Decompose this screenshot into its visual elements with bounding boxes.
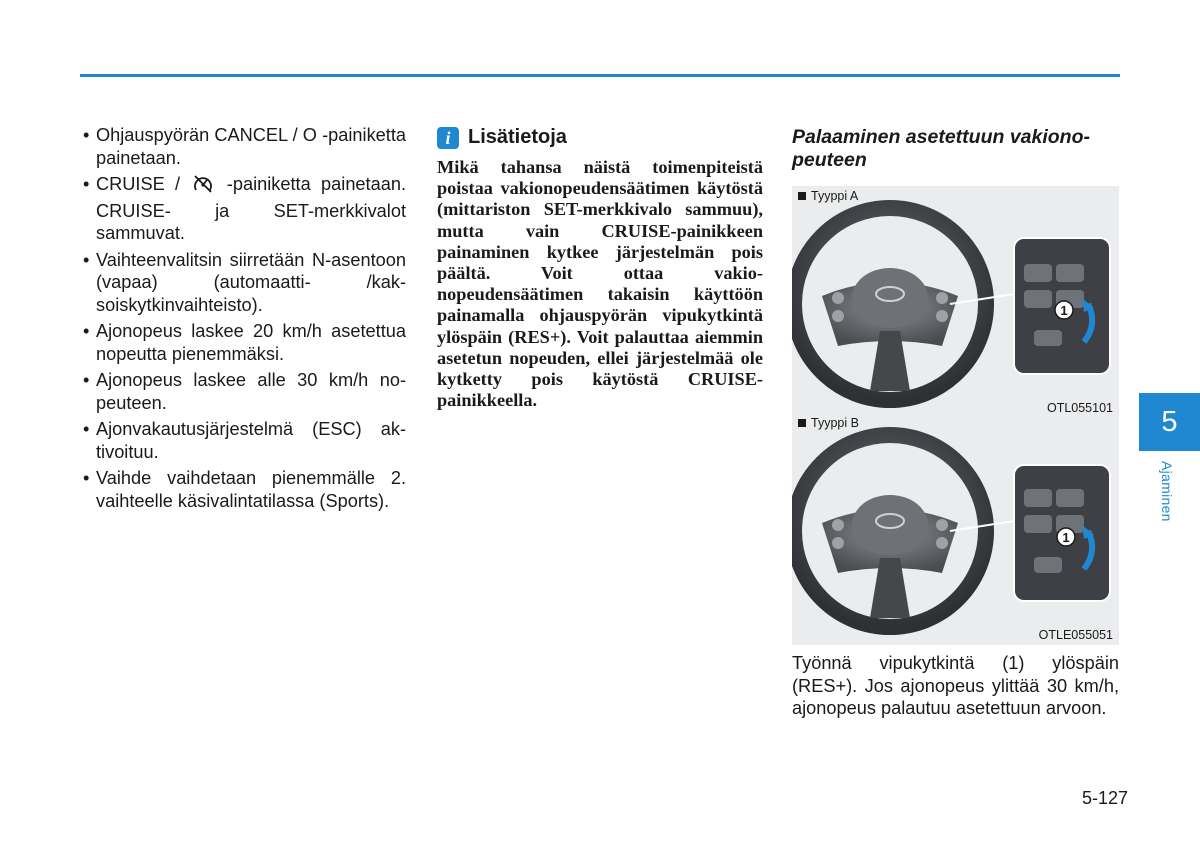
- right-column: [792, 126, 1119, 172]
- chapter-number-tab: 5: [1139, 393, 1200, 451]
- condition-list: [80, 124, 406, 512]
- page-number: 5-127: [1082, 788, 1129, 808]
- left-column: [80, 124, 406, 516]
- figure-type-a: [792, 186, 1119, 418]
- list-item: • CRUISE / -painiketta painetaan. CRUISE- ja SET-merkkivalot sammuvat.: [80, 173, 406, 245]
- chapter-name: Ajaminen: [1159, 461, 1175, 522]
- section-title: Palaaminen asetettuun vakionopeuteen: [792, 126, 1091, 171]
- svg-text:1: 1: [1060, 303, 1068, 318]
- figure-code: OTL055101: [1046, 401, 1113, 415]
- steering-wheel-illustration: [792, 413, 1119, 645]
- header-rule: [80, 74, 1120, 77]
- figure-label: Tyyppi B: [798, 416, 863, 430]
- info-header: [437, 126, 763, 149]
- list-item: • Ajonopeus laskee alle 30 km/h nopeuteen.: [80, 369, 406, 414]
- figure-label: Tyyppi A: [798, 189, 862, 203]
- info-icon: i: [437, 127, 459, 149]
- list-item: • Ohjauspyörän CANCEL / O -painiketta painetaan.: [80, 124, 406, 169]
- list-item: • Vaihteenvalitsin siirretään N-asentoon (vapaa) (automaatti- /kaksoiskytkinvaihteisto).: [80, 249, 406, 317]
- info-title: Lisätietoja: [468, 126, 567, 148]
- figure-code: OTLE055051: [1038, 628, 1113, 642]
- cruise-control-icon: [192, 174, 214, 200]
- list-item: • Ajonopeus laskee 20 km/h asetettua nopeutta pienemmäksi.: [80, 320, 406, 365]
- steering-wheel-illustration: [792, 186, 1119, 418]
- list-item: • Vaihde vaihdetaan pienemmälle 2. vaihteelle käsivalintatilassa (Sports).: [80, 467, 406, 512]
- list-item: • Ajonvakautusjärjestelmä (ESC) aktivoituu.: [80, 418, 406, 463]
- info-box: [437, 126, 763, 411]
- figure-type-b: [792, 413, 1119, 645]
- svg-text:1: 1: [1062, 530, 1070, 545]
- instruction-paragraph: Työnnä vipukytkintä (1) ylöspäin (RES+). Jos ajonopeus ylittää 30 km/h, ajonopeus palautuu asetettuun arvoon.: [792, 653, 1119, 718]
- info-body: Mikä tahansa näistä toimenpiteistä poistaa vakionopeudensäätimen käytöstä (mittariston SET-merkkivalo sammuu), mutta vain CRUISE-painikkeen painaminen kytkee järjestelmän pois päältä. Voit ottaa vakionopeudensäätimen takaisin käyttöön painamalla ohjauspyörän vipukytkintä ylöspäin (RES+). Voit palauttaa aiemmin asetetun nopeuden, ellei järjestelmää ole kytketty pois käytöstä CRUISE-painikkeella.: [437, 157, 763, 411]
